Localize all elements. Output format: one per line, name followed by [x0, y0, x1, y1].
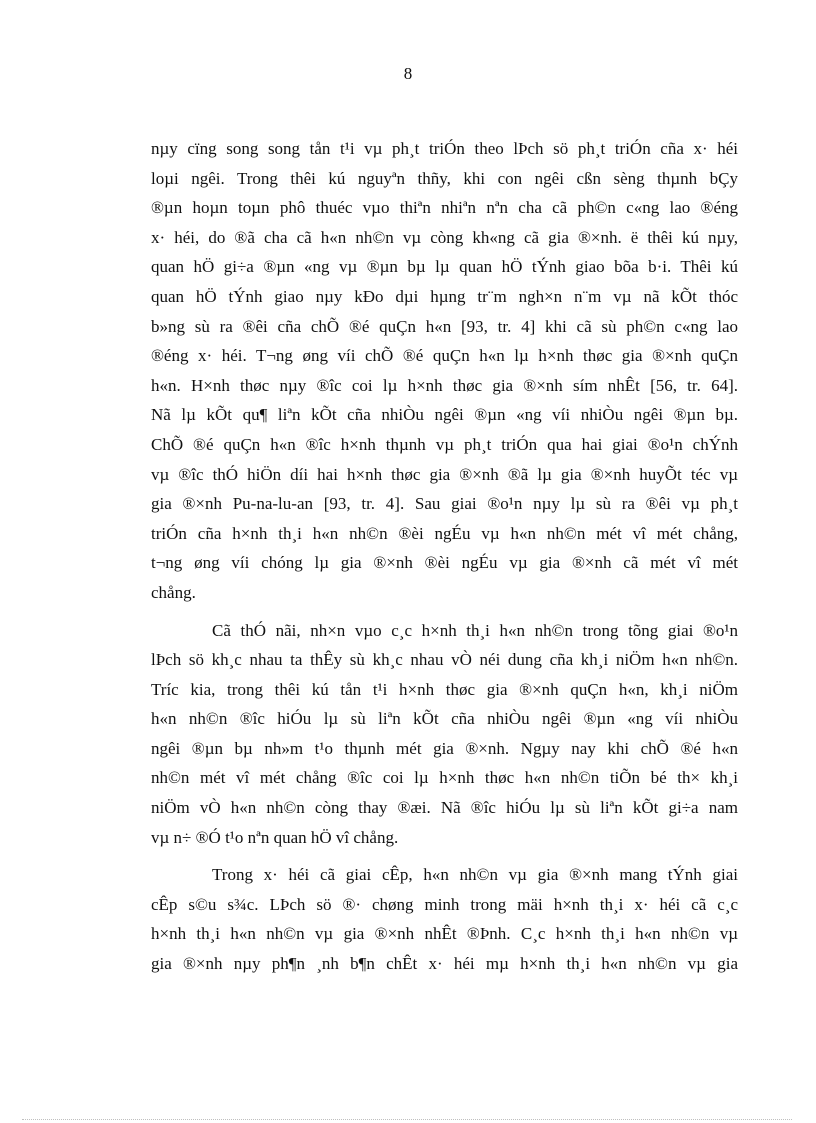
text-line: triÓn cña h×nh th¸i h«n nh©n ®èi ngÉu vµ h«n nh©n mét vî mét chång,: [151, 523, 738, 543]
text-line: vµ ®îc thÓ hiÖn díi hai h×nh thøc gia ®×nh ®ã lµ gia ®×nh huyÕt téc vµ: [151, 464, 738, 484]
text-line: gia ®×nh Pu-na-lu-an [93, tr. 4]. Sau giai ®o¹n nµy lµ sù ra ®êi vµ ph¸t: [151, 494, 738, 514]
text-line: niÖm vÒ h«n nh©n còng thay ®æi. Nã ®îc hiÓu lµ sù liªn kÕt gi÷a nam: [151, 798, 738, 818]
text-line: lÞch sö kh¸c nhau ta thÊy sù kh¸c nhau vÒ néi dung cña kh¸i niÖm h«n nh©n.: [151, 650, 738, 670]
text-line: quan hÖ gi÷a ®µn «ng vµ ®µn bµ lµ quan hÖ tÝnh giao bõa b·i. Thêi kú: [151, 257, 738, 277]
paragraph-1: [151, 134, 738, 608]
text-line: t¬ng øng víi chóng lµ gia ®×nh ®èi ngÉu vµ gia ®×nh cã mét vî mét: [151, 553, 738, 573]
text-line: Trong x· héi cã giai cÊp, h«n nh©n vµ gia ®×nh mang tÝnh giai: [212, 865, 738, 885]
text-line: ngêi ®µn bµ nh»m t¹o thµnh mét gia ®×nh. Ngµy nay khi chÕ ®é h«n: [151, 738, 738, 758]
text-line: gia ®×nh nµy ph¶n ¸nh b¶n chÊt x· héi mµ h×nh th¸i h«n nh©n vµ gia: [151, 954, 738, 974]
page-number: 8: [403, 64, 413, 83]
text-line: ®µn hoµn toµn phô thuéc vµo thiªn nhiªn nªn cha cã ph©n c«ng lao ®éng: [151, 198, 738, 218]
text-line: cÊp s©u s¾c. LÞch sö ®· chøng minh trong mäi h×nh th¸i x· héi cã c¸c: [151, 894, 738, 914]
text-line: Nã lµ kÕt qu¶ liªn kÕt cña nhiÒu ngêi ®µn «ng víi nhiÒu ngêi ®µn bµ.: [151, 405, 738, 425]
text-line: nh©n mét vî mét chång ®îc coi lµ h×nh thøc h«n nh©n tiÕn bé th× kh¸i: [151, 768, 738, 788]
text-line: Tríc kia, trong thêi kú tån t¹i h×nh thøc gia ®×nh quÇn h«n, kh¸i niÖm: [151, 679, 738, 699]
text-line: Cã thÓ nãi, nh×n vµo c¸c h×nh th¸i h«n nh©n trong tõng giai ®o¹n: [212, 620, 738, 640]
text-line: h«n. H×nh thøc nµy ®îc coi lµ h×nh thøc gia ®×nh sím nhÊt [56, tr. 64].: [151, 375, 738, 395]
text-line: h«n nh©n ®îc hiÓu lµ sù liªn kÕt cña nhiÒu ngêi ®µn «ng víi nhiÒu: [151, 709, 738, 729]
text-line: chång.: [151, 582, 196, 602]
text-line: b»ng sù ra ®êi cña chÕ ®é quÇn h«n [93, tr. 4] khi cã sù ph©n c«ng lao: [151, 316, 738, 336]
page-bottom-border: [22, 1119, 792, 1120]
paragraph-2: [151, 616, 738, 853]
text-line: x· héi, do ®ã cha cã h«n nh©n vµ còng kh«ng cã gia ®×nh. ë thêi kú nµy,: [151, 227, 738, 247]
text-line: quan hÖ tÝnh giao nµy kÐo dµi hµng tr¨m ngh×n n¨m vµ nã kÕt thóc: [151, 286, 738, 306]
text-line: vµ n÷ ®Ó t¹o nªn quan hÖ vî chång.: [151, 827, 399, 847]
text-line: ChÕ ®é quÇn h«n ®îc h×nh thµnh vµ ph¸t triÓn qua hai giai ®o¹n chÝnh: [151, 434, 738, 454]
paragraph-3: [151, 860, 738, 978]
text-line: h×nh th¸i h«n nh©n vµ gia ®×nh nhÊt ®Þnh. C¸c h×nh th¸i h«n nh©n vµ: [151, 924, 738, 944]
text-line: nµy cïng song song tån t¹i vµ ph¸t triÓn theo lÞch sö ph¸t triÓn cña x· héi: [151, 139, 738, 158]
text-line: loµi ngêi. Trong thêi kú nguyªn thñy, khi con ngêi cßn sèng thµnh bÇy: [151, 168, 738, 188]
body-text: [151, 134, 738, 979]
text-line: ®éng x· héi. T¬ng øng víi chÕ ®é quÇn h«n lµ h×nh thøc gia ®×nh quÇn: [151, 346, 738, 366]
